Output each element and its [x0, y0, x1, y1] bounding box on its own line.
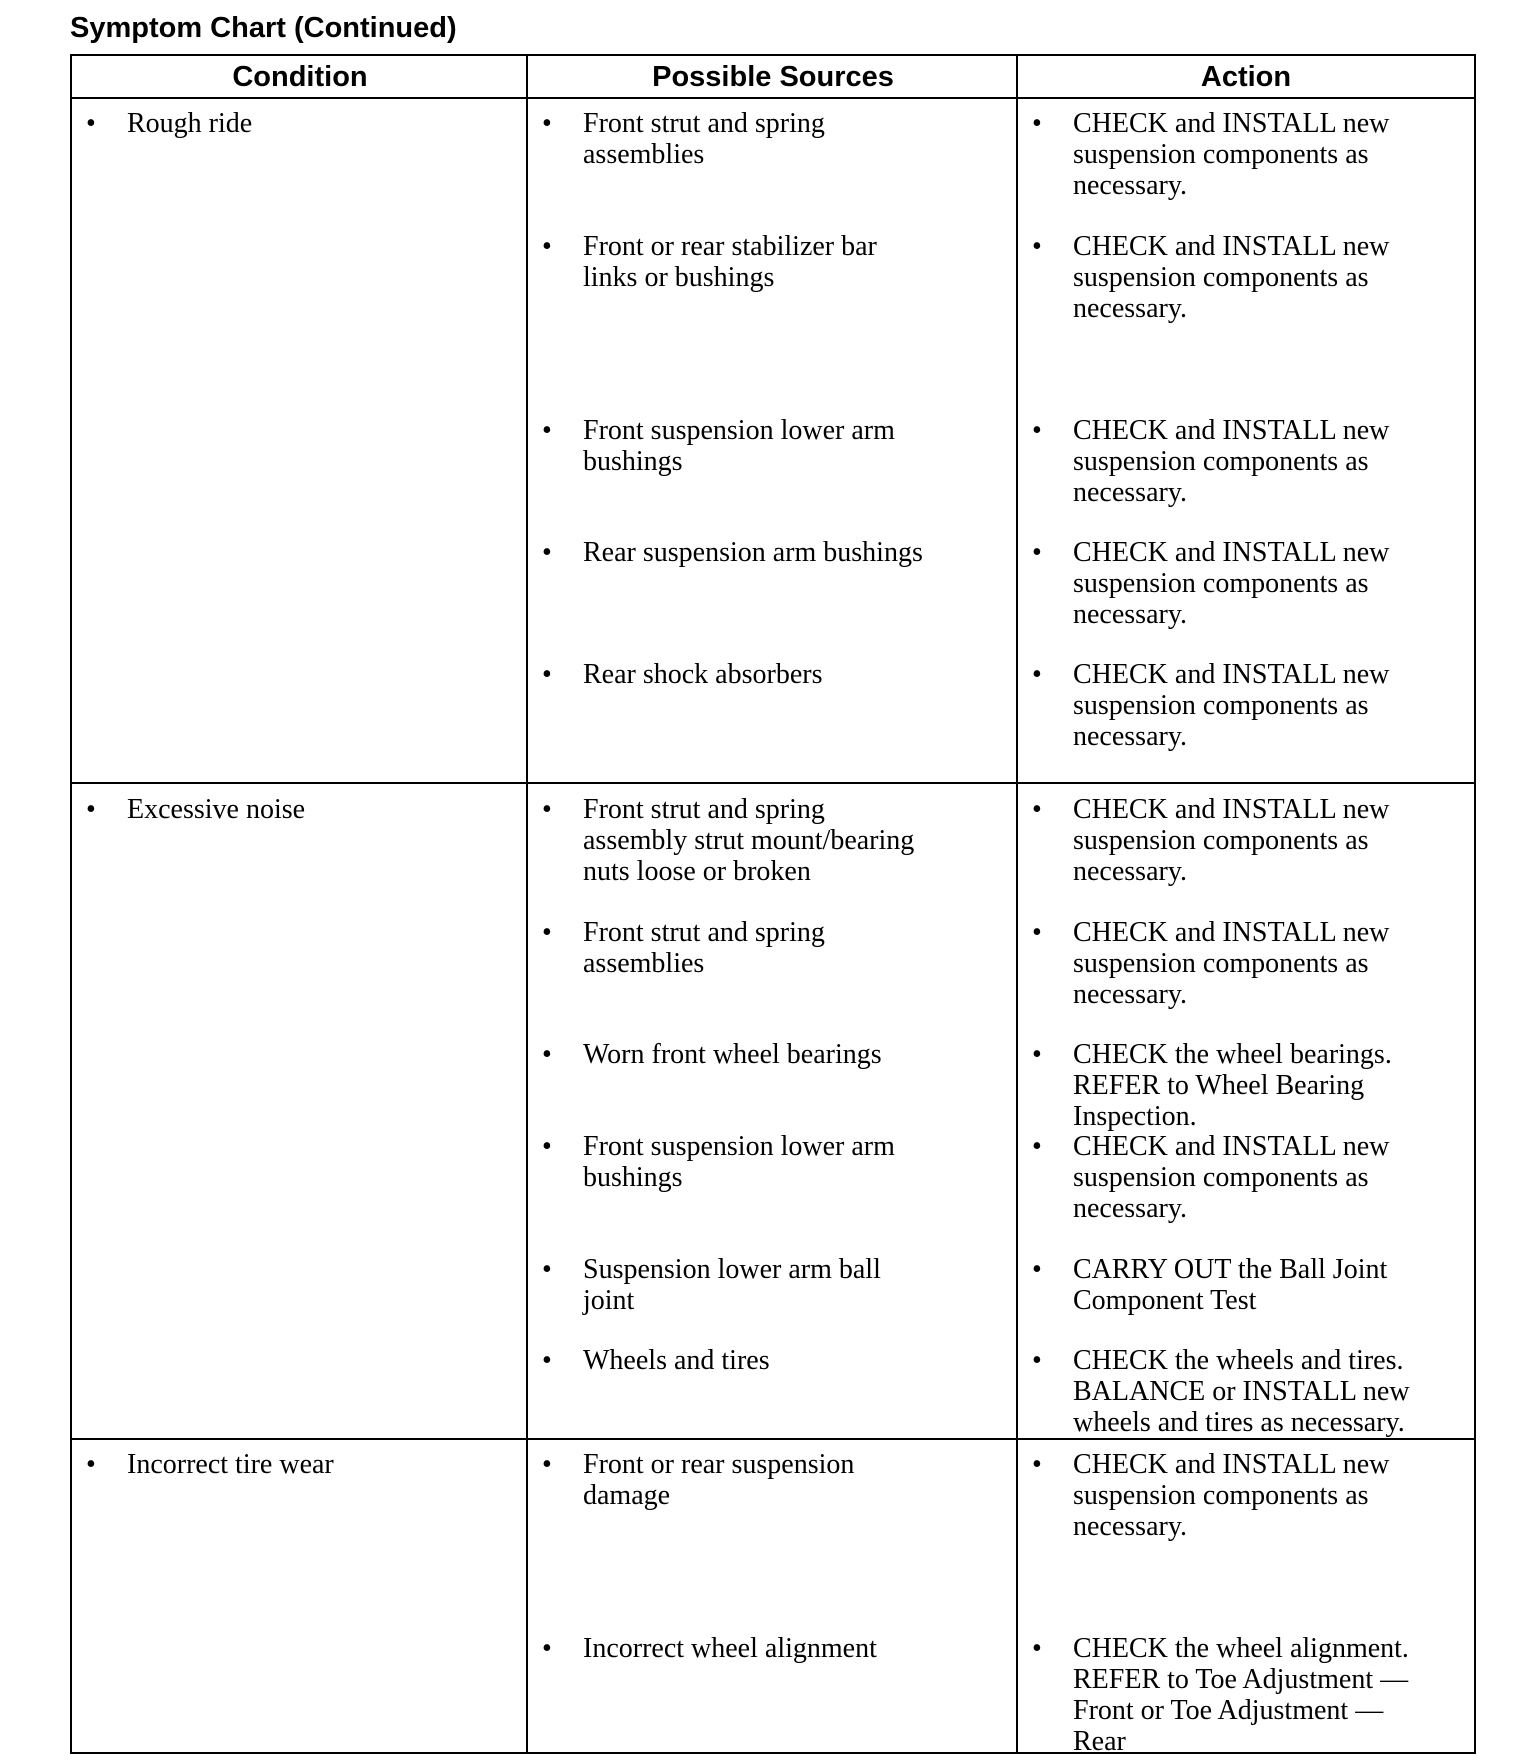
text-line: CHECK and INSTALL new [1073, 1131, 1390, 1162]
bullet-icon: • [542, 659, 552, 690]
text-line: assembly strut mount/bearing [583, 825, 915, 856]
possible-source-item-text [583, 1254, 881, 1316]
possible-source-item-text [583, 917, 825, 979]
text-line: CARRY OUT the Ball Joint [1073, 1254, 1388, 1285]
text-line: assemblies [583, 948, 705, 979]
possible-source-item-text [583, 1449, 854, 1511]
text-line: suspension components as [1073, 139, 1369, 170]
column-divider [1016, 56, 1018, 1752]
page-title: Symptom Chart (Continued) [70, 12, 457, 44]
text-line: suspension components as [1073, 568, 1369, 599]
text-line: assemblies [583, 139, 705, 170]
text-line: necessary. [1073, 1511, 1188, 1542]
bullet-icon: • [86, 1449, 96, 1480]
text-line: Front suspension lower arm [583, 415, 895, 446]
text-line: bushings [583, 446, 683, 477]
text-line: suspension components as [1073, 1162, 1369, 1193]
text-line: Front strut and spring [583, 794, 825, 825]
text-line: Worn front wheel bearings [583, 1039, 882, 1070]
text-line: damage [583, 1480, 671, 1511]
text-line: bushings [583, 1162, 683, 1193]
text-line: necessary. [1073, 856, 1188, 887]
condition-cell-text: Incorrect tire wear [127, 1449, 334, 1480]
bullet-icon: • [1032, 1345, 1042, 1376]
bullet-icon: • [542, 917, 552, 948]
text-line: CHECK the wheels and tires. [1073, 1345, 1404, 1376]
bullet-icon: • [1032, 1254, 1042, 1285]
possible-source-item-text [583, 1039, 882, 1070]
text-line: nuts loose or broken [583, 856, 811, 887]
possible-source-item-text [583, 415, 895, 477]
text-line: Front strut and spring [583, 108, 825, 139]
text-line: links or bushings [583, 262, 775, 293]
text-line: wheels and tires as necessary. [1073, 1407, 1405, 1438]
bullet-icon: • [86, 108, 96, 139]
text-line: CHECK and INSTALL new [1073, 415, 1390, 446]
action-item-text [1073, 1131, 1389, 1224]
column-header-condition: Condition [232, 61, 368, 93]
possible-source-item-text [583, 231, 877, 293]
text-line: Component Test [1073, 1285, 1257, 1316]
text-line: necessary. [1073, 170, 1188, 201]
column-header-action: Action [1200, 61, 1292, 93]
text-line: Front suspension lower arm [583, 1131, 895, 1162]
action-item-text [1073, 231, 1389, 324]
text-line: CHECK and INSTALL new [1073, 659, 1390, 690]
text-line: CHECK and INSTALL new [1073, 917, 1390, 948]
column-divider [526, 56, 528, 1752]
bullet-icon: • [1032, 231, 1042, 262]
bullet-icon: • [1032, 917, 1042, 948]
bullet-icon: • [542, 794, 552, 825]
action-item-text [1073, 1449, 1389, 1542]
action-item-text [1073, 1254, 1387, 1316]
text-line: joint [583, 1285, 635, 1316]
text-line: Rear shock absorbers [583, 659, 823, 690]
action-item-text [1073, 1039, 1392, 1132]
bullet-icon: • [542, 1345, 552, 1376]
bullet-icon: • [1032, 659, 1042, 690]
row-divider [72, 1438, 1474, 1440]
bullet-icon: • [1032, 794, 1042, 825]
text-line: suspension components as [1073, 262, 1369, 293]
bullet-icon: • [1032, 537, 1042, 568]
text-line: suspension components as [1073, 690, 1369, 721]
text-line: CHECK and INSTALL new [1073, 231, 1390, 262]
text-line: BALANCE or INSTALL new [1073, 1376, 1410, 1407]
bullet-icon: • [1032, 415, 1042, 446]
text-line: Front or rear stabilizer bar [583, 231, 877, 262]
possible-source-item-text [583, 537, 923, 568]
bullet-icon: • [1032, 1039, 1042, 1070]
condition-cell-text: Rough ride [127, 108, 253, 139]
text-line: REFER to Wheel Bearing [1073, 1070, 1365, 1101]
bullet-icon: • [1032, 108, 1042, 139]
text-line: Inspection. [1073, 1101, 1197, 1132]
text-line: suspension components as [1073, 825, 1369, 856]
action-item-text [1073, 794, 1389, 887]
bullet-icon: • [542, 1254, 552, 1285]
possible-source-item-text [583, 108, 825, 170]
bullet-icon: • [542, 1131, 552, 1162]
text-line: Wheels and tires [583, 1345, 770, 1376]
bullet-icon: • [542, 231, 552, 262]
text-line: Front or rear suspension [583, 1449, 855, 1480]
row-divider [72, 782, 1474, 784]
action-item-text [1073, 108, 1389, 201]
text-line: Suspension lower arm ball [583, 1254, 881, 1285]
action-item-text [1073, 659, 1389, 752]
condition-cell-text: Excessive noise [127, 794, 306, 825]
text-line: CHECK and INSTALL new [1073, 1449, 1390, 1480]
text-line: Incorrect wheel alignment [583, 1633, 877, 1664]
header-divider [72, 97, 1474, 99]
bullet-icon: • [86, 794, 96, 825]
text-line: Rear [1073, 1726, 1126, 1757]
action-item-text [1073, 537, 1389, 630]
text-line: Front or Toe Adjustment — [1073, 1695, 1384, 1726]
text-line: REFER to Toe Adjustment — [1073, 1664, 1409, 1695]
text-line: CHECK and INSTALL new [1073, 537, 1390, 568]
text-line: necessary. [1073, 721, 1188, 752]
action-item-text [1073, 917, 1389, 1010]
bullet-icon: • [1032, 1131, 1042, 1162]
bullet-icon: • [542, 1039, 552, 1070]
text-line: necessary. [1073, 477, 1188, 508]
text-line: necessary. [1073, 293, 1188, 324]
text-line: suspension components as [1073, 446, 1369, 477]
bullet-icon: • [542, 537, 552, 568]
possible-source-item-text [583, 1633, 877, 1664]
text-line: CHECK the wheel bearings. [1073, 1039, 1392, 1070]
possible-source-item-text [583, 1131, 895, 1193]
action-item-text [1073, 1345, 1410, 1438]
text-line: suspension components as [1073, 1480, 1369, 1511]
bullet-icon: • [542, 415, 552, 446]
text-line: Front strut and spring [583, 917, 825, 948]
text-line: suspension components as [1073, 948, 1369, 979]
text-line: Rear suspension arm bushings [583, 537, 923, 568]
action-item-text [1073, 1633, 1409, 1757]
text-line: necessary. [1073, 599, 1188, 630]
action-item-text [1073, 415, 1389, 508]
bullet-icon: • [542, 1633, 552, 1664]
text-line: CHECK and INSTALL new [1073, 108, 1390, 139]
text-line: CHECK the wheel alignment. [1073, 1633, 1409, 1664]
text-line: CHECK and INSTALL new [1073, 794, 1390, 825]
possible-source-item-text [583, 794, 914, 887]
possible-source-item-text [583, 1345, 770, 1376]
column-header-possible-sources: Possible Sources [652, 61, 894, 93]
bullet-icon: • [542, 108, 552, 139]
symptom-chart-table [70, 54, 1476, 1757]
text-line: necessary. [1073, 1193, 1188, 1224]
text-line: necessary. [1073, 979, 1188, 1010]
bullet-icon: • [1032, 1633, 1042, 1664]
bullet-icon: • [1032, 1449, 1042, 1480]
bullet-icon: • [542, 1449, 552, 1480]
possible-source-item-text [583, 659, 822, 690]
